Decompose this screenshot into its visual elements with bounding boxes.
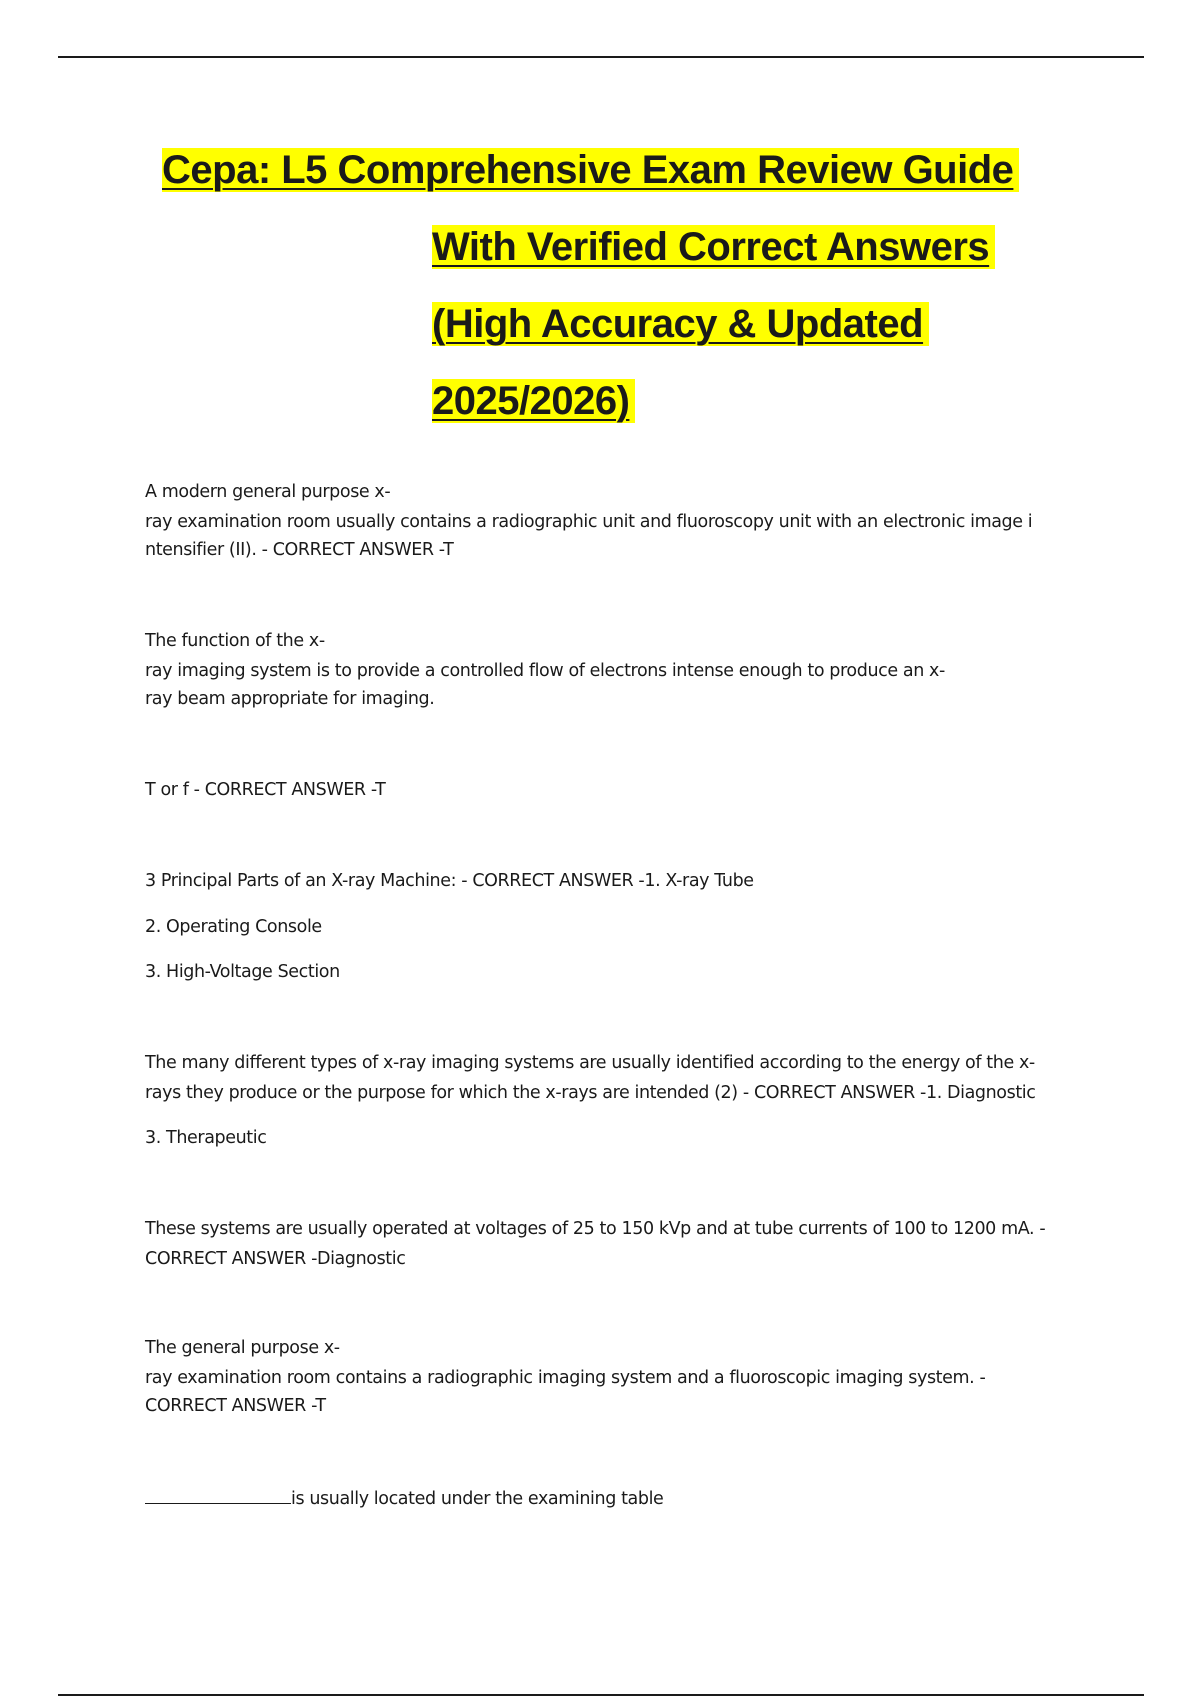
question-3-line-1: T or f - CORRECT ANSWER -T <box>145 780 386 800</box>
question-5-line-1: The many different types of x-ray imaging systems are usually identified according to the energy of the x- <box>145 1053 1035 1073</box>
question-7-line-1: The general purpose x- <box>145 1338 340 1358</box>
title-line-3 <box>432 298 929 350</box>
title-text-4: 2025/2026) <box>432 379 635 423</box>
title-line-4 <box>432 375 635 427</box>
question-5-line-2: rays they produce or the purpose for which the x-rays are intended (2) - CORRECT ANSWER -1. Diagnostic <box>145 1083 1036 1103</box>
question-8-text: is usually located under the examining table <box>291 1489 664 1509</box>
question-4-line-2: 2. Operating Console <box>145 917 322 937</box>
question-2-line-1: The function of the x- <box>145 631 325 651</box>
question-2-line-2: ray imaging system is to provide a controlled flow of electrons intense enough to produce an x- <box>145 661 945 681</box>
title-line-1 <box>162 144 1019 196</box>
title-text-3: (High Accuracy & Updated <box>432 302 929 346</box>
title-text-2: With Verified Correct Answers <box>432 225 995 269</box>
question-7-line-3: CORRECT ANSWER -T <box>145 1396 326 1416</box>
question-1-line-3: ntensifier (II). - CORRECT ANSWER -T <box>145 540 454 560</box>
question-4-line-3: 3. High-Voltage Section <box>145 962 340 982</box>
bottom-rule <box>58 1694 1144 1696</box>
question-1-line-2: ray examination room usually contains a radiographic unit and fluoroscopy unit with an electronic image i <box>145 512 1033 532</box>
title-line-2 <box>432 221 995 273</box>
question-4-line-1: 3 Principal Parts of an X-ray Machine: - CORRECT ANSWER -1. X-ray Tube <box>145 871 754 891</box>
question-8 <box>145 1483 1085 1513</box>
question-6-line-1: These systems are usually operated at voltages of 25 to 150 kVp and at tube currents of 100 to 1200 mA. - <box>145 1219 1046 1239</box>
question-1-line-1: A modern general purpose x- <box>145 482 391 502</box>
question-5-line-3: 3. Therapeutic <box>145 1128 267 1148</box>
title-text-1: Cepa: L5 Comprehensive Exam Review Guide <box>162 148 1019 192</box>
question-7-line-2: ray examination room contains a radiographic imaging system and a fluoroscopic imaging system. - <box>145 1368 986 1388</box>
question-2-line-3: ray beam appropriate for imaging. <box>145 689 435 709</box>
top-rule <box>58 56 1144 58</box>
question-6-line-2: CORRECT ANSWER -Diagnostic <box>145 1249 406 1269</box>
fill-in-blank <box>145 1483 291 1504</box>
